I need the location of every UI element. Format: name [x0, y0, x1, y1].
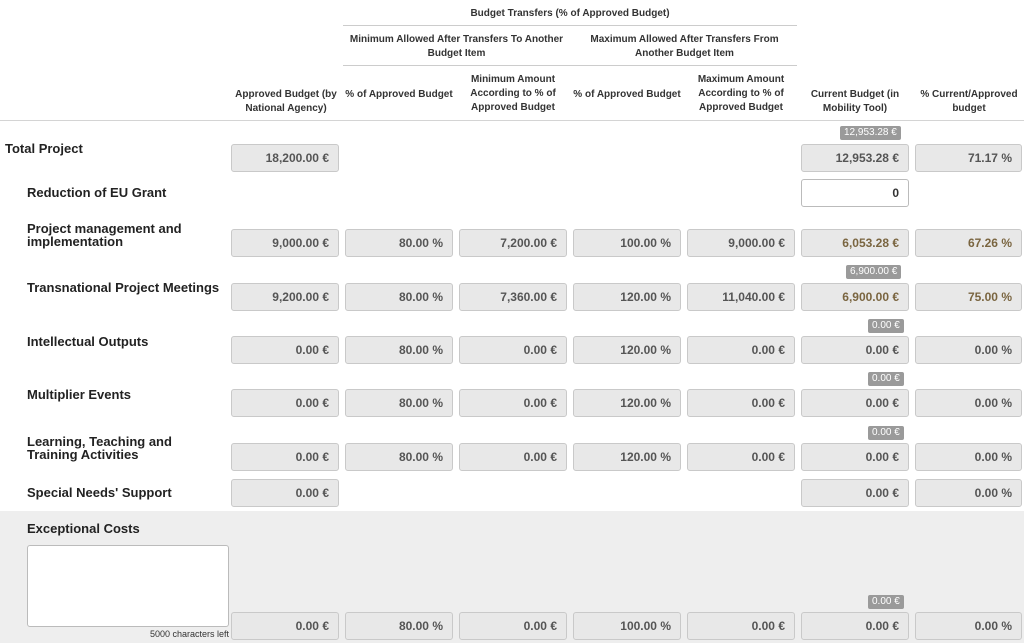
sns-ratio-field: 0.00 % [915, 479, 1022, 507]
row-label-intellectual-outputs: Intellectual Outputs [27, 334, 149, 349]
pm-max-amount-field: 9,000.00 € [687, 229, 795, 257]
ltt-min-amount-field: 0.00 € [459, 443, 567, 471]
io-min-pct-field: 80.00 % [345, 336, 453, 364]
tpm-current-badge: 6,900.00 € [846, 265, 901, 279]
col-header-min-pct: % of Approved Budget [345, 89, 453, 100]
col-header-approved: Approved Budget (by National Agency) [235, 89, 337, 114]
exc-approved-field: 0.00 € [231, 612, 339, 640]
pm-current-field: 6,053.28 € [801, 229, 909, 257]
header-divider [343, 65, 797, 66]
tpm-max-pct-field: 120.00 % [573, 283, 681, 311]
exc-min-pct-field: 80.00 % [345, 612, 453, 640]
budget-transfers-header: Budget Transfers (% of Approved Budget) [470, 8, 670, 19]
sns-current-field: 0.00 € [801, 479, 909, 507]
exc-current-badge: 0.00 € [868, 595, 904, 609]
pm-min-amount-field: 7,200.00 € [459, 229, 567, 257]
exceptional-costs-description-textarea[interactable] [27, 545, 229, 627]
total-current-field: 12,953.28 € [801, 144, 909, 172]
pm-ratio-field: 67.26 % [915, 229, 1022, 257]
ltt-ratio-field: 0.00 % [915, 443, 1022, 471]
me-max-pct-field: 120.00 % [573, 389, 681, 417]
col-header-max-amount: Maximum Amount According to % of Approved Budget [697, 74, 785, 113]
ltt-min-pct-field: 80.00 % [345, 443, 453, 471]
row-label-multiplier-events: Multiplier Events [27, 387, 132, 402]
col-header-ratio: % Current/Approved budget [920, 89, 1018, 114]
io-current-field: 0.00 € [801, 336, 909, 364]
total-current-badge: 12,953.28 € [840, 126, 901, 140]
sns-approved-field: 0.00 € [231, 479, 339, 507]
tpm-min-amount-field: 7,360.00 € [459, 283, 567, 311]
me-min-amount-field: 0.00 € [459, 389, 567, 417]
io-current-badge: 0.00 € [868, 319, 904, 333]
me-current-field: 0.00 € [801, 389, 909, 417]
pm-max-pct-field: 100.00 % [573, 229, 681, 257]
me-approved-field: 0.00 € [231, 389, 339, 417]
row-label-reduction-eu-grant: Reduction of EU Grant [27, 185, 167, 200]
reduction-eu-grant-input[interactable]: 0 [801, 179, 909, 207]
tpm-current-field: 6,900.00 € [801, 283, 909, 311]
table-header-bottom-border [0, 120, 1024, 121]
io-max-pct-field: 120.00 % [573, 336, 681, 364]
tpm-min-pct-field: 80.00 % [345, 283, 453, 311]
ltt-current-field: 0.00 € [801, 443, 909, 471]
ltt-max-amount-field: 0.00 € [687, 443, 795, 471]
ltt-max-pct-field: 120.00 % [573, 443, 681, 471]
col-header-max-pct: % of Approved Budget [573, 89, 681, 100]
me-min-pct-field: 80.00 % [345, 389, 453, 417]
pm-approved-field: 9,000.00 € [231, 229, 339, 257]
io-min-amount-field: 0.00 € [459, 336, 567, 364]
io-approved-field: 0.00 € [231, 336, 339, 364]
tpm-max-amount-field: 11,040.00 € [687, 283, 795, 311]
header-divider [343, 25, 797, 26]
ltt-approved-field: 0.00 € [231, 443, 339, 471]
exc-ratio-field: 0.00 % [915, 612, 1022, 640]
row-label-transnational-meetings: Transnational Project Meetings [27, 280, 220, 295]
io-max-amount-field: 0.00 € [687, 336, 795, 364]
col-header-min-amount: Minimum Amount According to % of Approved Budget [470, 74, 556, 113]
io-ratio-field: 0.00 % [915, 336, 1022, 364]
me-current-badge: 0.00 € [868, 372, 904, 386]
row-label-total-project: Total Project [5, 141, 83, 156]
pm-min-pct-field: 80.00 % [345, 229, 453, 257]
row-label-learning-teaching-training: Learning, Teaching and Training Activities [27, 434, 172, 462]
total-ratio-field: 71.17 % [915, 144, 1022, 172]
me-ratio-field: 0.00 % [915, 389, 1022, 417]
exc-max-pct-field: 100.00 % [573, 612, 681, 640]
exc-max-amount-field: 0.00 € [687, 612, 795, 640]
row-label-special-needs-support: Special Needs' Support [27, 485, 172, 500]
max-allowed-header: Maximum Allowed After Transfers From Another Budget Item [590, 34, 779, 59]
characters-left-counter: 5000 characters left [149, 629, 229, 639]
exc-current-field: 0.00 € [801, 612, 909, 640]
me-max-amount-field: 0.00 € [687, 389, 795, 417]
min-allowed-header: Minimum Allowed After Transfers To Another Budget Item [349, 34, 564, 59]
exc-min-amount-field: 0.00 € [459, 612, 567, 640]
ltt-current-badge: 0.00 € [868, 426, 904, 440]
tpm-approved-field: 9,200.00 € [231, 283, 339, 311]
total-approved-field: 18,200.00 € [231, 144, 339, 172]
row-label-project-management: Project management and implementation [27, 221, 182, 249]
col-header-current: Current Budget (in Mobility Tool) [810, 89, 900, 114]
tpm-ratio-field: 75.00 % [915, 283, 1022, 311]
row-label-exceptional-costs: Exceptional Costs [27, 521, 140, 536]
